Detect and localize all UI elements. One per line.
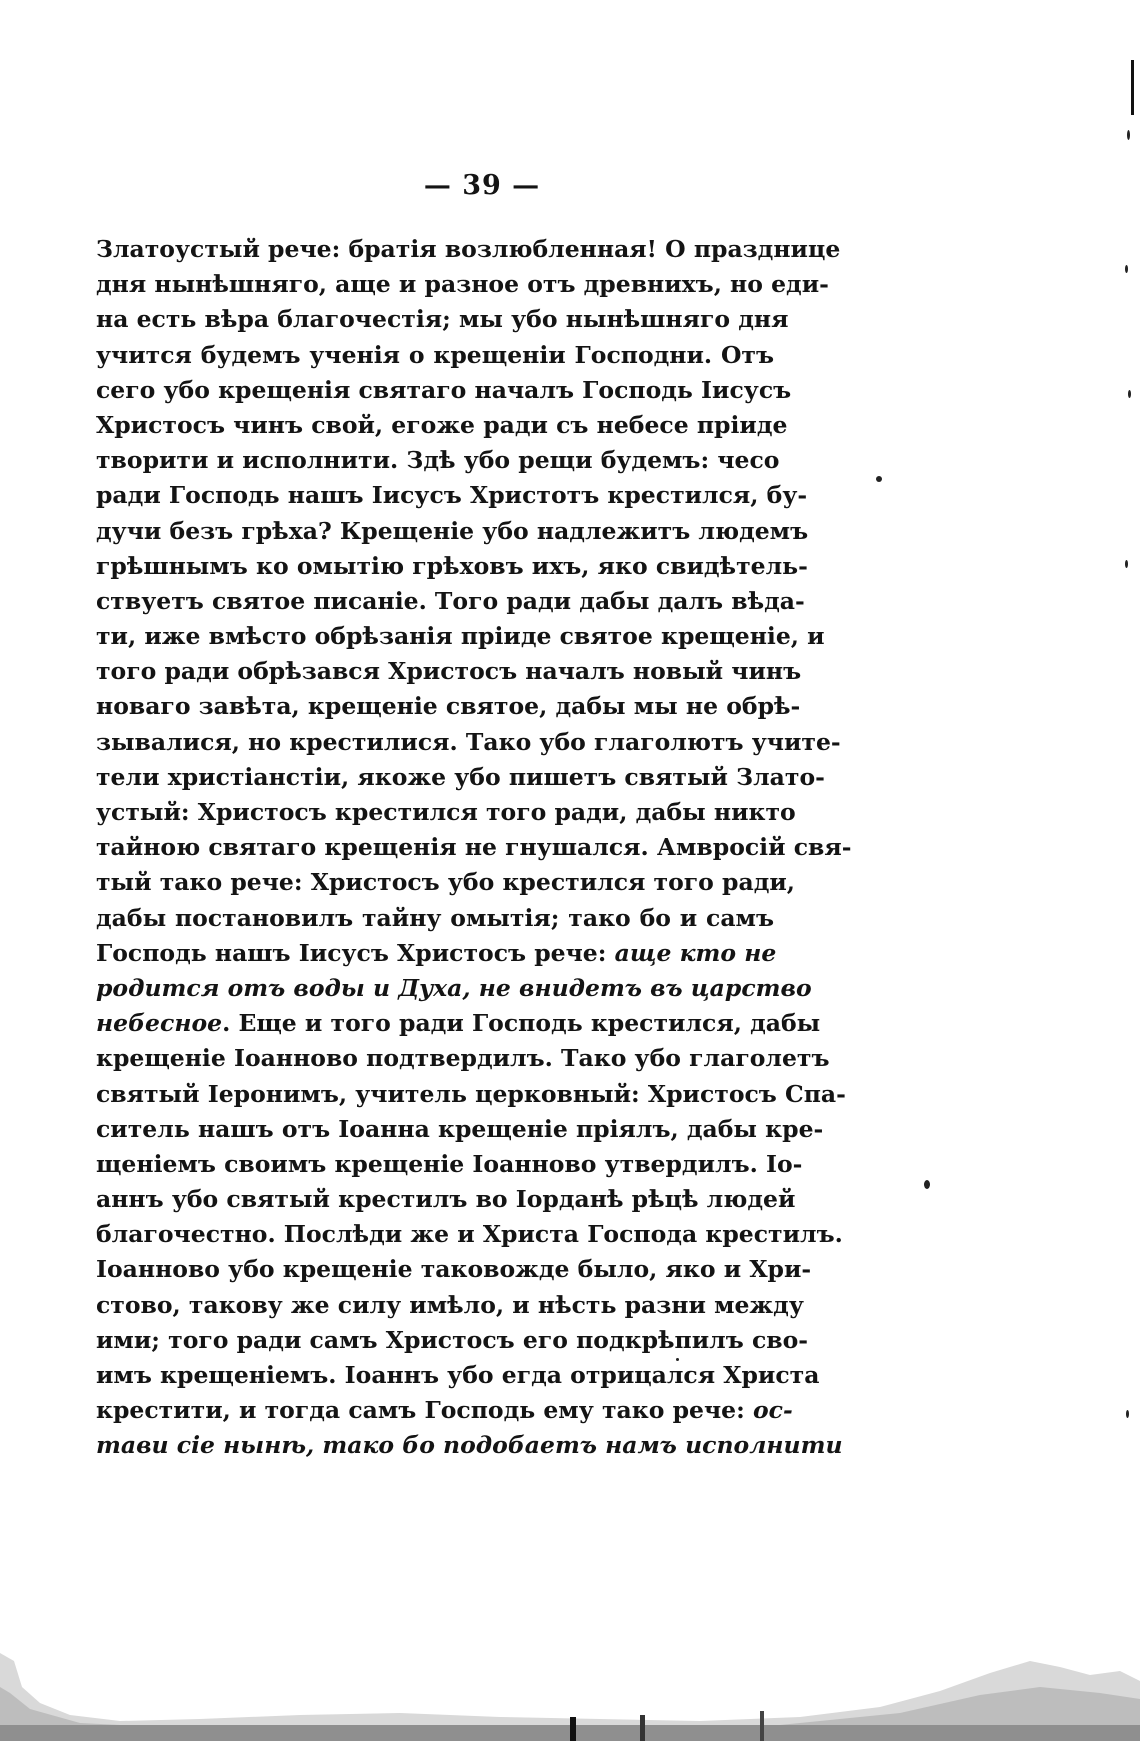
text-segment: новаго завѣта, крещеніе святое, дабы мы не обрѣ- [96,692,801,721]
text-line [96,760,825,795]
text-line [96,373,792,408]
text-line [96,901,774,936]
scan-shadow [0,1591,1140,1741]
scan-speck [876,476,882,482]
text-segment: святый Іеронимъ, учитель церковный: Христосъ Спа- [96,1079,846,1108]
text-block [96,232,852,1464]
text-line [96,267,829,302]
text-segment: тый тако рече: Христосъ убо крестился того ради, [96,868,795,897]
text-segment: учится будемъ ученія о крещеніи Господни. Отъ [96,340,774,369]
text-segment: ствуетъ святое писаніе. Того ради дабы далъ вѣда- [96,586,805,615]
text-line [96,408,788,443]
text-segment: грѣшнымъ ко омытію грѣховъ ихъ, яко свидѣтель- [96,551,808,580]
text-segment: тели христіанстіи, якоже убо пишетъ святый Злато- [96,762,825,791]
text-segment: крещеніе Іоанново подтвердилъ. Тако убо глаголетъ [96,1044,830,1073]
text-segment: благочестно. Послѣди же и Христа Господа крестилъ. [96,1220,843,1249]
page-number: — 39 — [423,170,541,201]
italic-segment: ос- [752,1396,793,1425]
scan-speck [1125,560,1128,568]
scan-speck [924,1180,930,1189]
text-segment: дучи безъ грѣха? Крещеніе убо надлежитъ людемъ [96,516,809,545]
text-line [96,1112,824,1147]
text-line [96,654,802,689]
text-line [96,936,777,971]
scan-speck [1128,390,1131,398]
text-line [96,1041,830,1076]
text-line [96,795,796,830]
text-segment: тайною святаго крещенія не гнушался. Амвросій свя- [96,833,852,862]
scan-speck [1125,265,1128,273]
scan-speck [676,1358,679,1361]
text-line [96,584,805,619]
text-line [96,1217,843,1252]
text-line [96,302,789,337]
text-line [96,232,841,267]
text-line [96,865,795,900]
text-segment: крестити, и тогда самъ Господь ему тако рече: [96,1396,753,1425]
text-segment: дня нынѣшняго, аще и разное отъ древнихъ, но еди- [96,270,829,299]
scan-speck [1126,1410,1129,1418]
scan-edge-mark [1131,60,1134,115]
text-segment: на есть вѣра благочестія; мы убо нынѣшняго дня [96,305,789,334]
italic-segment: небесное [96,1009,223,1038]
scan-speck [1127,130,1130,140]
text-line [96,1182,796,1217]
text-segment: ради Господь нашъ Іисусъ Христотъ крестился, бу- [96,481,808,510]
italic-segment: аще кто не [614,938,777,967]
text-line [96,689,801,724]
text-segment: того ради обрѣзався Христосъ началъ новый чинъ [96,657,802,686]
text-line [96,619,825,654]
text-line [96,1077,846,1112]
text-segment: Златоустый рече: братія возлюбленная! О празднице [96,235,841,263]
italic-segment: родится отъ воды и Духа, не внидетъ въ царство [96,973,812,1002]
text-line [96,830,852,865]
text-line [96,443,780,478]
text-segment: Господь нашъ Іисусъ Христосъ рече: [96,938,615,967]
text-segment: ситель нашъ отъ Іоанна крещеніе пріялъ, дабы кре- [96,1114,824,1143]
text-line [96,725,841,760]
text-line [96,549,808,584]
text-segment: дабы постановилъ тайну омытія; тако бо и самъ [96,903,774,932]
text-line [96,1323,809,1358]
text-line [96,514,809,549]
text-segment: творити и исполнити. Здѣ убо рещи будемъ: чесо [96,446,780,475]
text-segment: аннъ убо святый крестилъ во Іорданѣ рѣцѣ людей [96,1185,796,1214]
text-segment: ти, иже вмѣсто обрѣзанія пріиде святое крещеніе, и [96,622,825,651]
text-line [96,971,812,1006]
text-segment: . Еще и того ради Господь крестился, дабы [222,1009,821,1038]
text-line [96,1393,793,1428]
text-line [96,1288,804,1323]
text-segment: зывалися, но крестилися. Тако убо глаголютъ учите- [96,727,841,756]
text-segment: Іоанново убо крещеніе таковожде было, яко и Хри- [96,1255,812,1284]
text-segment: ими; того ради самъ Христосъ его подкрѣпилъ сво- [96,1325,809,1354]
text-segment: стово, такову же силу имѣло, и нѣсть разни между [96,1290,804,1319]
text-line [96,1006,821,1041]
text-segment: Христосъ чинъ свой, егоже ради съ небесе пріиде [96,410,788,439]
text-line [96,1428,843,1463]
text-segment: щеніемъ своимъ крещеніе Іоанново утвердилъ. Іо- [96,1149,803,1178]
text-line [96,478,808,513]
text-line [96,1147,803,1182]
text-segment: имъ крещеніемъ. Іоаннъ убо егда отрицался Христа [96,1361,820,1389]
text-line [96,1252,812,1287]
text-line [96,1358,820,1393]
text-segment: сего убо крещенія святаго началъ Господь Іисусъ [96,375,792,404]
italic-segment: тави сіе нынѣ, тако бо подобаетъ намъ исполнити [96,1431,843,1460]
text-line [96,338,774,373]
text-segment: устый: Христосъ крестился того ради, дабы никто [96,798,796,826]
